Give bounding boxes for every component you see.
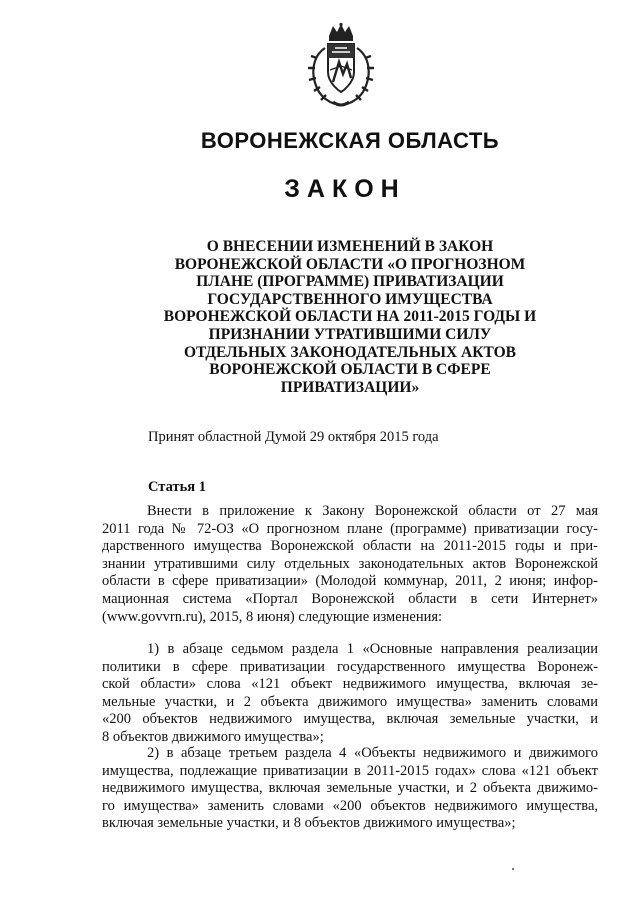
text-line: 8 объектов движимого имущества»; [102,728,324,745]
text-line: (www.govvrn.ru), 2015, 8 июня) следующие изменения: [102,608,443,625]
amendment-item-2 [102,745,598,833]
title-line: ПРИВАТИЗАЦИИ» [280,378,420,396]
region-name: ВОРОНЕЖСКАЯ ОБЛАСТЬ [200,128,500,153]
text-line: 1) в абзаце седьмом раздела 1 «Основные направления реализации [147,641,598,657]
title-line: ВОРОНЕЖСКОЙ ОБЛАСТИ В СФЕРЕ [209,361,491,379]
title-line: ОТДЕЛЬНЫХ ЗАКОНОДАТЕЛЬНЫХ АКТОВ [183,343,517,361]
amendment-item-1 [102,641,598,747]
text-line: недвижимого имущества, включая земельные участки, и 2 объекта движимо- [102,780,598,797]
text-line: политики в сфере приватизации государственного имущества Воронеж- [102,658,598,675]
title-line: ВОРОНЕЖСКОЙ ОБЛАСТИ «О ПРОГНОЗНОМ [174,255,526,273]
text-line: ской области» слова «121 объект недвижимого имущества, включая зе- [102,676,598,693]
adoption-line: Принят областной Думой 29 октября 2015 года [148,429,439,445]
title-line: ВОРОНЕЖСКОЙ ОБЛАСТИ НА 2011-2015 ГОДЫ И [163,308,537,326]
text-line: имущества, подлежащие приватизации в 2011-2015 годах» слова «121 объект [102,762,598,779]
text-line: Внести в приложение к Закону Воронежской области от 27 мая [147,503,598,519]
text-line: го имущества» заменить словами «200 объектов недвижимого имущества, [102,797,598,814]
text-line: мельные участки, и 2 объекта движимого имущества» заменить словами [102,693,598,710]
text-line: включая земельные участки, и 8 объектов движимого имущества»; [102,815,516,832]
document-type: ЗАКОН [284,175,406,203]
scan-speck [512,868,514,870]
text-line: 2011 года № 72-ОЗ «О прогнозном плане (программе) приватизации госу- [102,520,598,537]
text-line: знании утратившими силу отдельных законодательных актов Воронежской [102,555,598,572]
text-line: дарственного имущества Воронежской области на 2011-2015 годы и при- [102,538,598,555]
article-heading: Статья 1 [148,479,206,495]
title-line: О ВНЕСЕНИИ ИЗМЕНЕНИЙ В ЗАКОН [206,238,494,255]
title-line: ПЛАНЕ (ПРОГРАММЕ) ПРИВАТИЗАЦИИ [196,273,504,291]
text-line: мационная система «Портал Воронежской области в сети Интернет» [102,590,598,607]
text-line: 2) в абзаце третьем раздела 4 «Объекты недвижимого и движимого [147,745,598,761]
coat-of-arms-icon [305,22,377,110]
text-line: области в сфере приватизации» (Молодой коммунар, 2011, 2 июня; инфор- [102,573,598,590]
article-intro-paragraph [102,503,598,626]
title-line: ПРИЗНАНИИ УТРАТИВШИМИ СИЛУ [208,325,492,343]
law-title [150,238,550,396]
title-line: ГОСУДАРСТВЕННОГО ИМУЩЕСТВА [207,290,493,308]
text-line: «200 объектов недвижимого имущества, включая земельные участки, и [102,711,598,728]
